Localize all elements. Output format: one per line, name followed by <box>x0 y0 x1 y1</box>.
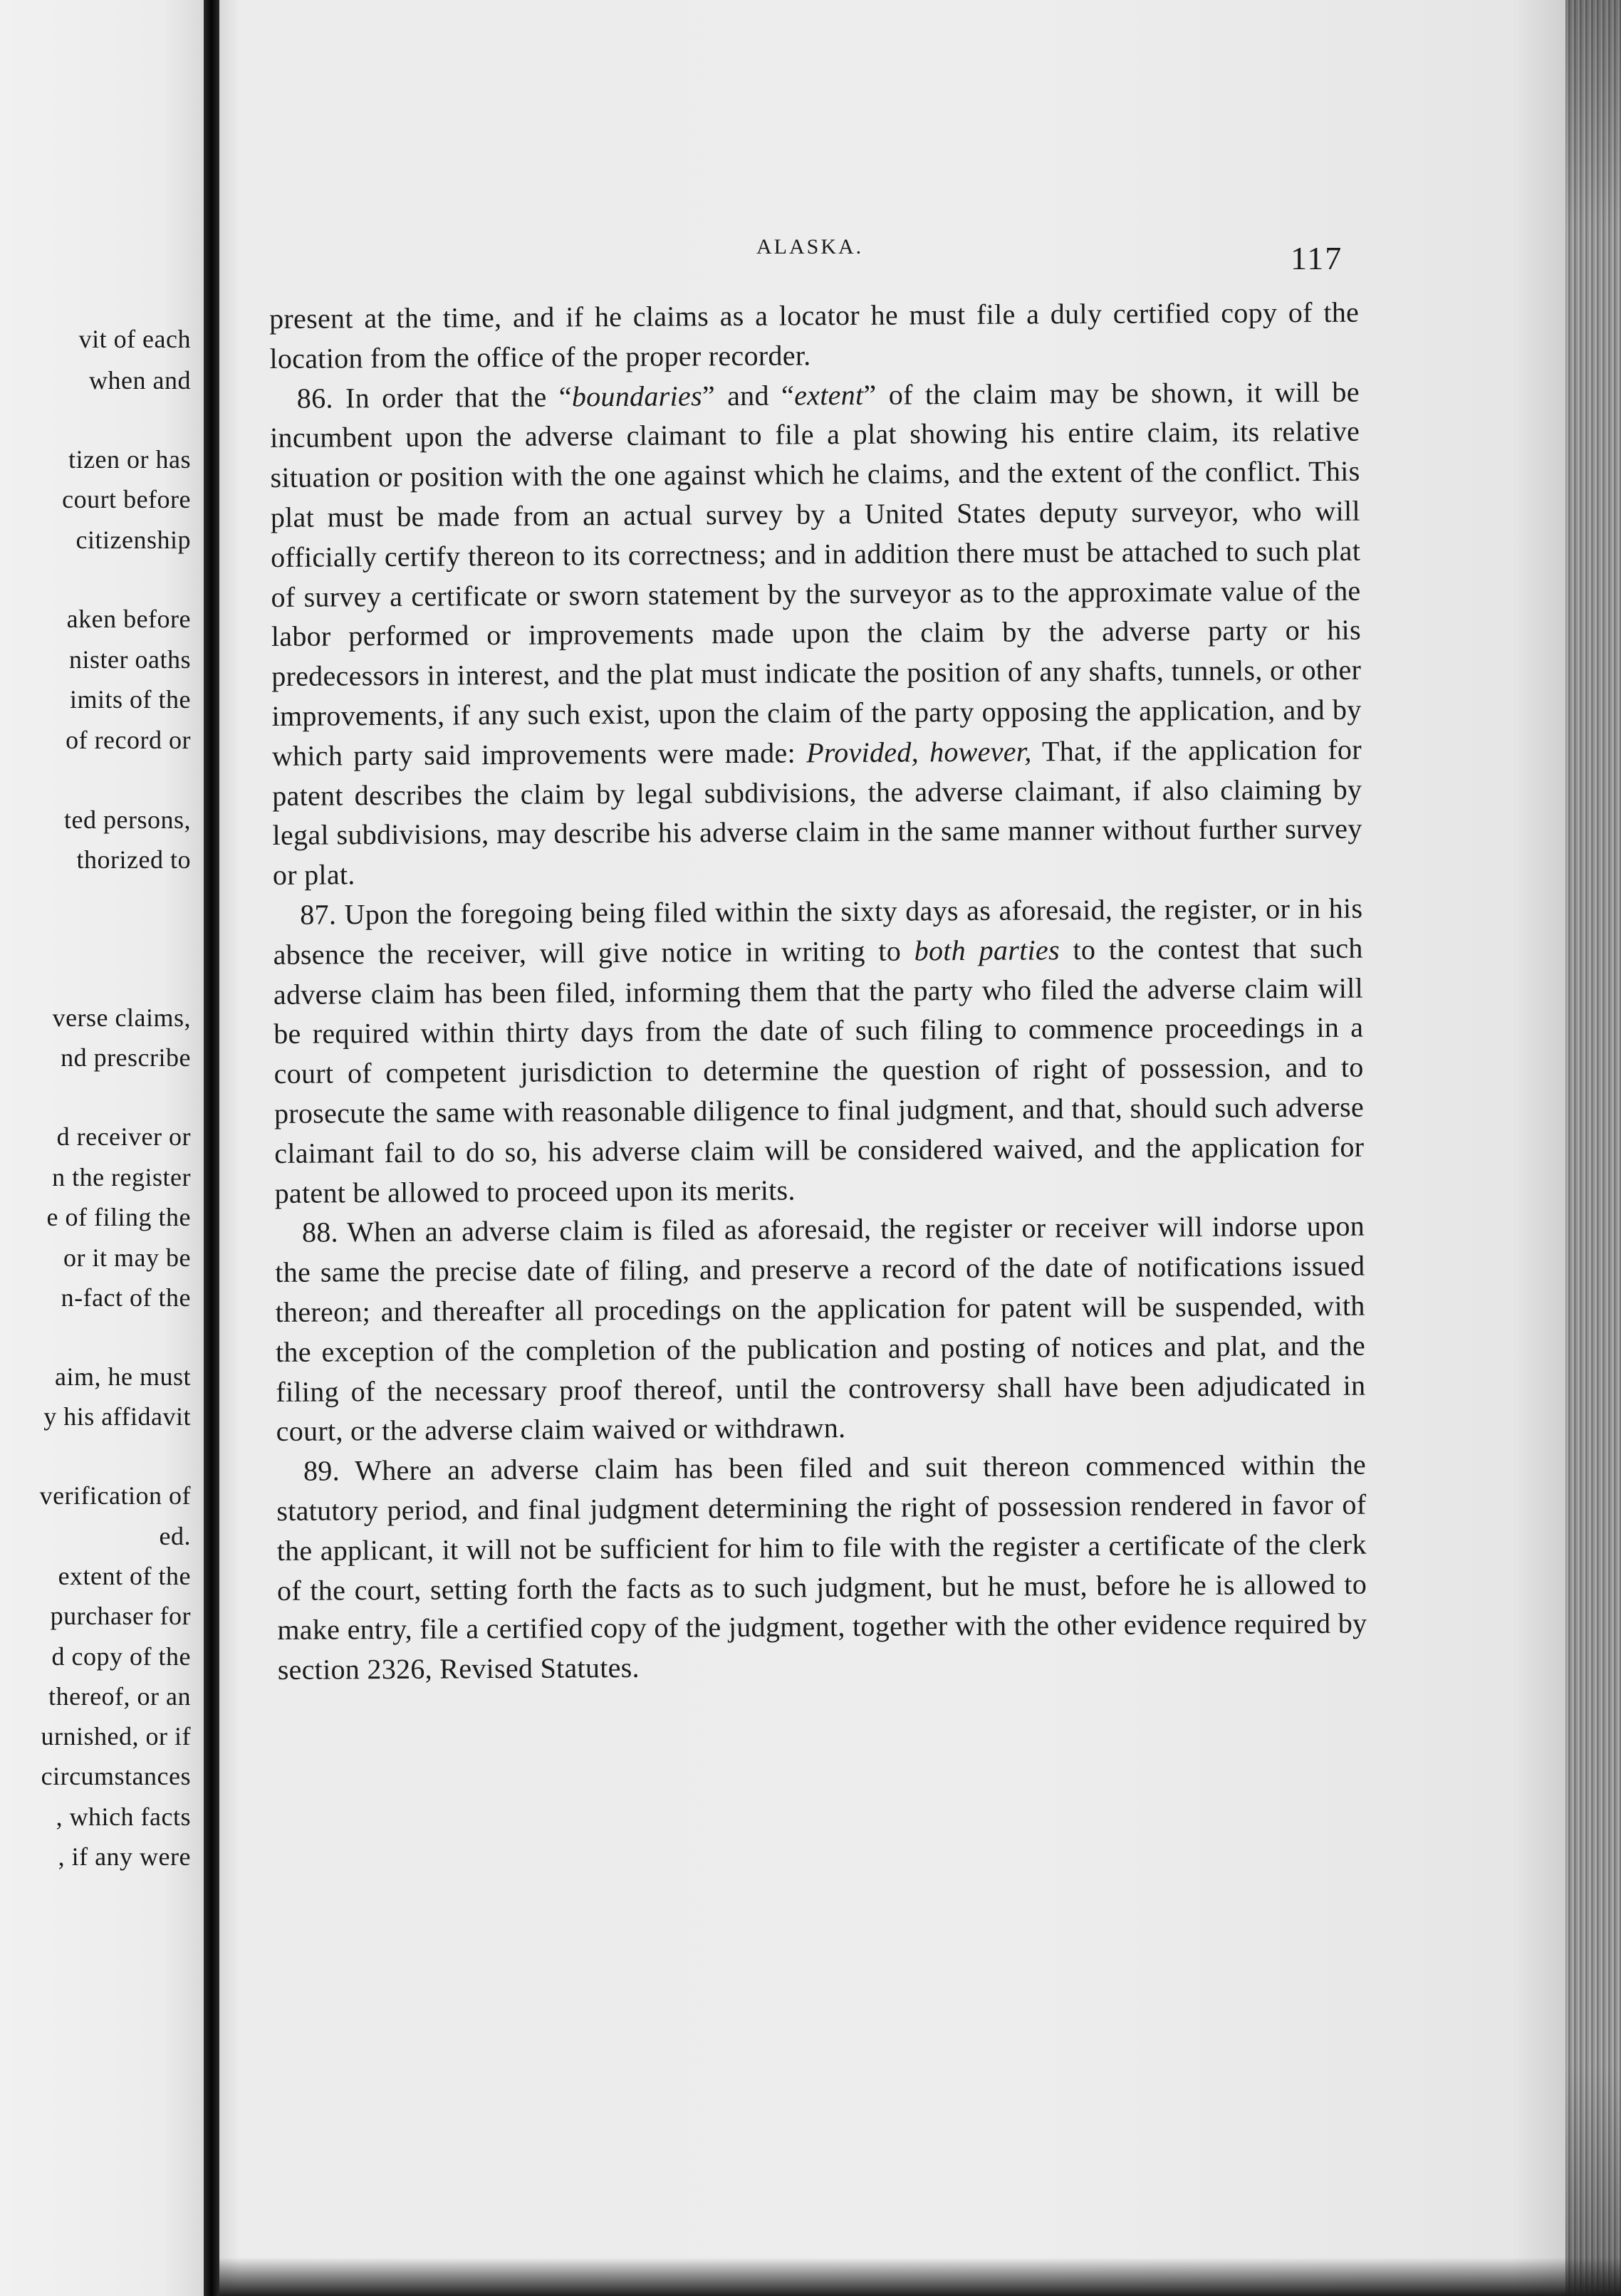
facing-page-line: verification of <box>39 1481 191 1510</box>
facing-page-line: extent of the <box>58 1562 191 1590</box>
facing-page-line: n the register <box>52 1163 191 1191</box>
facing-page-line: , which facts <box>56 1802 191 1831</box>
text-segment: present at the time, and if he claims as a locator he must file a duly certified copy of the location from the office of the proper recorder. <box>269 296 1360 375</box>
facing-page-line: ed. <box>159 1522 191 1550</box>
text-segment: 86. In order that the “ <box>296 380 572 414</box>
facing-page-line: aken before <box>66 605 191 633</box>
facing-page-line: imits of the <box>70 685 191 714</box>
book-gutter <box>204 0 219 2296</box>
body-text <box>269 293 1367 1690</box>
italic-text: both parties <box>914 933 1060 967</box>
italic-text: extent <box>793 378 864 412</box>
facing-page-line: d copy of the <box>51 1642 191 1671</box>
facing-page-line: when and <box>89 366 191 395</box>
facing-page-line: court before <box>62 485 191 513</box>
facing-page-line: circumstances <box>41 1762 191 1790</box>
paragraph <box>269 293 1360 379</box>
text-segment: 89. Where an adverse claim has been filed and suit thereon commenced within the statutory period, and final judgment determining the right of possession rendered in favor of the applicant, it will not be sufficient for him to file with the register a certificate of the clerk of the court, setting forth the facts as to such judgment, but he must, before he is allowed to make entry, file a certified copy of the judgment, together with the other evidence required by section 2326, Revised Statutes. <box>276 1448 1367 1686</box>
facing-page-line: of record or <box>66 726 191 754</box>
text-segment: ” and “ <box>702 379 795 412</box>
paragraph <box>270 372 1362 895</box>
facing-page-line: thorized to <box>76 845 191 874</box>
facing-page-line: ted persons, <box>64 805 191 834</box>
facing-page-line: y his affidavit <box>43 1402 191 1431</box>
facing-page-line: e of filing the <box>46 1203 191 1231</box>
facing-page-line: d receiver or <box>56 1122 191 1151</box>
facing-page-line: urnished, or if <box>41 1722 191 1750</box>
facing-page-line: or it may be <box>63 1243 191 1272</box>
facing-page-line: purchaser for <box>50 1602 191 1630</box>
facing-page-line: n-fact of the <box>61 1283 191 1312</box>
text-segment: That, if the application for patent describes the claim by legal subdivisions, the adverse claimant, if also claiming by legal subdivisions, may describe his adverse claim in the same manner without further survey or plat. <box>272 733 1362 892</box>
facing-page-line: thereof, or an <box>48 1682 191 1711</box>
text-segment: ” of the claim may be shown, it will be incumbent upon the adverse claimant to file a plat showing his entire claim, its relative situation or position with the one against which he claims, and the extent of the conflict. This plat must be made from an actual survey by a United States deputy surveyor, who will officially certify thereon to its correctness; and in addition there must be attached to such plat of survey a certificate or sworn statement by the surveyor as to the approximate value of the labor performed or improvements made upon the claim by the adverse party or his predecessors in interest, and the plat must indicate the position of any shafts, tunnels, or other improvements, if any such exist, upon the claim of the party opposing the application, and by which party said improvements were made: <box>270 375 1362 772</box>
facing-page-line: nd prescribe <box>61 1043 191 1072</box>
italic-text: boundaries <box>571 379 702 413</box>
page-edge-stack <box>1565 0 1621 2296</box>
facing-page-line: aim, he must <box>55 1362 191 1391</box>
running-head: ALASKA. <box>756 235 864 259</box>
bottom-shadow <box>219 2258 1621 2296</box>
paragraph <box>275 1206 1366 1451</box>
italic-text: Provided, however, <box>806 735 1032 769</box>
facing-page-left <box>0 0 204 2296</box>
facing-page-line: nister oaths <box>69 645 191 674</box>
facing-page-line: , if any were <box>58 1842 191 1871</box>
facing-page-line: vit of each <box>78 325 191 353</box>
text-segment: to the contest that such adverse claim has been filed, informing them that the party who filed the adverse claim will be required within thirty days from the date of such filing to commence proceedings in a court of competent jurisdiction to determine the question of right of possession, and to prosecute the same with reasonable diligence to final judgment, and that, should such adverse claimant fail to do so, his adverse claim will be considered waived, and the application for patent be allowed to proceed upon its merits. <box>273 932 1365 1209</box>
facing-page-line: tizen or has <box>68 445 191 474</box>
facing-page-line: citizenship <box>75 526 191 554</box>
paragraph <box>276 1445 1367 1690</box>
paragraph <box>273 889 1365 1214</box>
text-segment: 88. When an adverse claim is filed as aforesaid, the register or receiver will indorse upon the same the precise date of filing, and preserve a record of the date of notifications issued thereon; and thereafter all procedings on the application for patent will be suspended, with the exception of the completion of the publication and posting of notices and plat, and the filing of the necessary proof thereof, until the controversy shall have been adjudicated in court, or the adverse claim waived or withdrawn. <box>275 1209 1366 1448</box>
facing-page-line: verse claims, <box>52 1003 191 1032</box>
text-segment: 87. Upon the foregoing being filed within the sixty days as aforesaid, the register, or in his absence the receiver, will give notice in writing to <box>273 892 1363 971</box>
page-number: 117 <box>1291 240 1343 276</box>
